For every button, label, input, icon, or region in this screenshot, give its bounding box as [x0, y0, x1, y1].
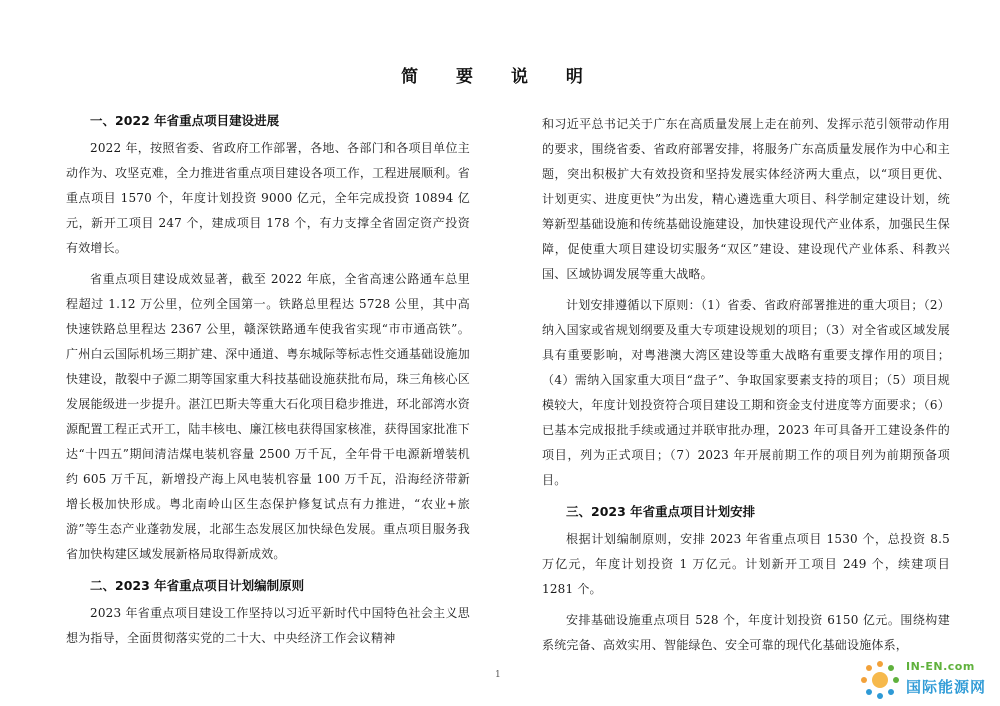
section-heading-1: 一、2022 年省重点项目建设进展 — [90, 113, 280, 128]
watermark-name: 国际能源网 — [906, 678, 987, 696]
watermark-logo — [858, 658, 998, 702]
sun-logo-icon — [858, 658, 902, 702]
page-number: 1 — [495, 670, 501, 680]
paragraph-2022-achievements: 省重点项目建设成效显著，截至 2022 年底，全省高速公路通车总里程超过 1.12 万公里，位列全国第一。铁路总里程达 5728 公里，其中高快速铁路总里程达 2367 公里，赣深铁路通车使我省实现“市市通高铁”。广州白云国际机场三期扩建、深中通道、粤东城际等标志性交通基础设施加快建设，散裂中子源二期等国家重大科技基础设施获批布局，珠三角核心区发展能级进一步提升。湛江巴斯夫等重大石化项目稳步推进，环北部湾水资源配置工程正式开工，陆丰核电、廉江核电获得国家核准，获得国家批准下达“十四五”期间清洁煤电装机容量 2500 万千瓦，全年骨干电源新增装机约 605 万千瓦，新增投产海上风电装机容量 100 万千瓦，沿海经济带新增长极加快形成。粤北南岭山区生态保护修复试点有力推进，“农业+旅游”等生态产业蓬勃发展，北部生态发展区加快绿色发展。重点项目服务我省加快构建区域发展新格局取得新成效。 — [66, 272, 470, 561]
section-heading-3: 三、2023 年省重点项目计划安排 — [566, 504, 756, 519]
paragraph-2023-principles-start: 2023 年省重点项目建设工作坚持以习近平新时代中国特色社会主义思想为指导，全面贯彻落实党的二十大、中央经济工作会议精神 — [66, 606, 470, 645]
watermark-domain: IN-EN.com — [906, 660, 975, 673]
left-column — [66, 108, 470, 657]
right-column — [542, 112, 950, 664]
paragraph-2023-plan: 根据计划编制原则，安排 2023 年省重点项目 1530 个，总投资 8.5 万亿元，年度计划投资 1 万亿元。计划新开工项目 249 个，续建项目 1281 个。 — [542, 532, 950, 596]
paragraph-infrastructure: 安排基础设施重点项目 528 个，年度计划投资 6150 亿元。围绕构建系统完备、高效实用、智能绿色、安全可靠的现代化基础设施体系， — [542, 613, 950, 652]
page-title: 简 要 说 明 — [401, 67, 599, 87]
section-heading-2: 二、2023 年省重点项目计划编制原则 — [90, 578, 305, 593]
paragraph-2023-principles-cont: 和习近平总书记关于广东在高质量发展上走在前列、发挥示范引领带动作用的要求，围绕省委、省政府部署安排，将服务广东高质量发展作为中心和主题，突出积极扩大有效投资和坚持发展实体经济两大重点，以“项目更优、计划更实、进度更快”为出发，精心遴选重大项目、科学制定建设计划，统筹新型基础设施和传统基础设施建设，加快建设现代产业体系，加强民生保障，促使重大项目建设切实服务“双区”建设、建设现代产业体系、科教兴国、区域协调发展等重大战略。 — [542, 117, 950, 281]
paragraph-plan-criteria: 计划安排遵循以下原则：（1）省委、省政府部署推进的重大项目；（2）纳入国家或省规划纲要及重大专项建设规划的项目；（3）对全省或区域发展具有重要影响，对粤港澳大湾区建设等重大战略有重要支撑作用的项目；（4）需纳入国家重大项目“盘子”、争取国家要素支持的项目；（5）项目规模较大，年度计划投资符合项目建设工期和资金支付进度等方面要求；（6）已基本完成报批手续或通过并联审批办理，2023 年可具备开工建设条件的项目，列为正式项目；（7）2023 年开展前期工作的项目列为前期预备项目。 — [542, 298, 950, 487]
paragraph-2022-overview: 2022 年，按照省委、省政府工作部署，各地、各部门和各项目单位主动作为、攻坚克难，全力推进省重点项目建设各项工作，工程进展顺利。省重点项目 1570 个，年度计划投资 9000 亿元，全年完成投资 10894 亿元，新开工项目 247 个，建成项目 178 个，有力支撑全省固定资产投资有效增长。 — [66, 141, 470, 255]
